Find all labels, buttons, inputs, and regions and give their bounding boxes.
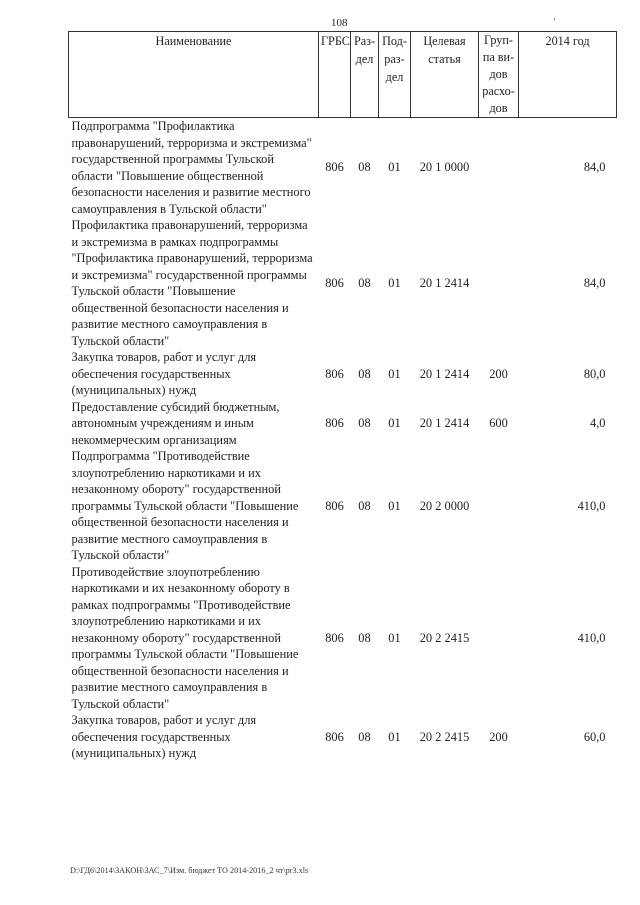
- row-grbs: 806: [325, 366, 344, 381]
- row-name: Закупка товаров, работ и услуг для обеспечения государственных (муниципальных) нужд: [71, 713, 257, 760]
- row-expense-group: [479, 448, 519, 564]
- header-subsection: Под- раз- дел: [379, 32, 411, 118]
- row-name: Профилактика правонарушений, терроризма и экстремизма в рамках подпрограммы "Профилактика правонарушений, терроризма и экстремизма" государственной программы Тульской области "Повышение общественной безопасности населения и развитие местного самоуправления в Тульской области": [71, 218, 313, 348]
- row-expense-group: [479, 564, 519, 713]
- row-amount: 410,0: [577, 630, 606, 645]
- row-amount: 4,0: [590, 416, 606, 430]
- scan-mark: ‘: [553, 16, 556, 26]
- row-section: 08: [358, 416, 371, 430]
- budget-table: [68, 31, 617, 762]
- row-grbs: 806: [325, 729, 344, 744]
- file-path-footer: D:\ГД6\2014\ЗАКОН\ЗАС_7\Изм. бюджет ТО 2014-2016_2 чт\pr3.xls: [70, 866, 309, 875]
- header-target-article: Целевая статья: [411, 32, 479, 118]
- header-name: Наименование: [69, 32, 319, 118]
- row-amount: 84,0: [583, 160, 606, 175]
- row-name: Закупка товаров, работ и услуг для обеспечения государственных (муниципальных) нужд: [71, 350, 257, 397]
- row-name: Подпрограмма "Профилактика правонарушений, терроризма и экстремизма" государственной программы Тульской области "Повышение общественной безопасности населения и развитие местного самоуправления в Тульской области": [71, 119, 312, 216]
- table-row: [69, 349, 617, 399]
- table-row: [69, 564, 617, 713]
- row-subsection: 01: [388, 160, 401, 175]
- row-target-article: 20 1 2414: [419, 416, 470, 430]
- row-subsection: 01: [388, 416, 401, 430]
- table-header-row: [69, 32, 617, 118]
- row-amount: 410,0: [577, 498, 606, 513]
- row-subsection: 01: [388, 366, 401, 381]
- row-section: 08: [358, 275, 371, 290]
- row-target-article: 20 2 2415: [419, 729, 470, 744]
- table-row: [69, 118, 617, 218]
- row-target-article: 20 2 0000: [419, 498, 470, 513]
- table-row: [69, 712, 617, 762]
- row-grbs: 806: [325, 630, 344, 645]
- table-row: [69, 399, 617, 449]
- row-target-article: 20 1 2414: [419, 275, 470, 290]
- row-expense-group: 200: [489, 366, 508, 381]
- row-target-article: 20 1 2414: [419, 366, 470, 381]
- row-amount: 84,0: [583, 275, 606, 290]
- row-expense-group: 600: [489, 416, 508, 430]
- row-subsection: 01: [388, 630, 401, 645]
- row-name: Предоставление субсидий бюджетным, автономным учреждениям и иным некоммерческим организациям: [71, 399, 280, 447]
- row-grbs: 806: [325, 160, 344, 175]
- row-grbs: 806: [325, 498, 344, 513]
- row-amount: 80,0: [583, 366, 606, 381]
- header-grbs: ГРБС: [319, 32, 351, 118]
- row-section: 08: [358, 729, 371, 744]
- row-name: Противодействие злоупотреблению наркотиками и их незаконному обороту в рамках подпрограммы "Противодействие злоупотреблению наркотиками и их незаконному обороту" государственной программы Тульской области "Повышение общественной безопасности населения и развитие местного самоуправления в Тульской области": [71, 564, 299, 711]
- header-year-2014: 2014 год: [519, 32, 617, 118]
- row-name: Подпрограмма "Противодействие злоупотреблению наркотиками и их незаконному обороту" государственной программы Тульской области "Повышение общественной безопасности населения и развитие местного самоуправления в Тульской области": [71, 449, 299, 562]
- row-section: 08: [358, 630, 371, 645]
- row-amount: 60,0: [583, 729, 606, 744]
- page-number: 108: [331, 17, 348, 29]
- row-grbs: 806: [325, 275, 344, 290]
- table-row: [69, 448, 617, 564]
- row-target-article: 20 2 2415: [419, 630, 470, 645]
- row-grbs: 806: [325, 416, 344, 430]
- row-subsection: 01: [388, 275, 401, 290]
- header-section: Раз- дел: [351, 32, 379, 118]
- header-expense-group: Груп- па ви- дов расхо- дов: [479, 32, 519, 118]
- row-expense-group: [479, 217, 519, 349]
- row-subsection: 01: [388, 498, 401, 513]
- row-expense-group: 200: [489, 729, 508, 744]
- row-section: 08: [358, 366, 371, 381]
- row-section: 08: [358, 498, 371, 513]
- table-row: [69, 217, 617, 349]
- row-expense-group: [479, 118, 519, 218]
- row-section: 08: [358, 160, 371, 175]
- row-target-article: 20 1 0000: [419, 160, 470, 175]
- row-subsection: 01: [388, 729, 401, 744]
